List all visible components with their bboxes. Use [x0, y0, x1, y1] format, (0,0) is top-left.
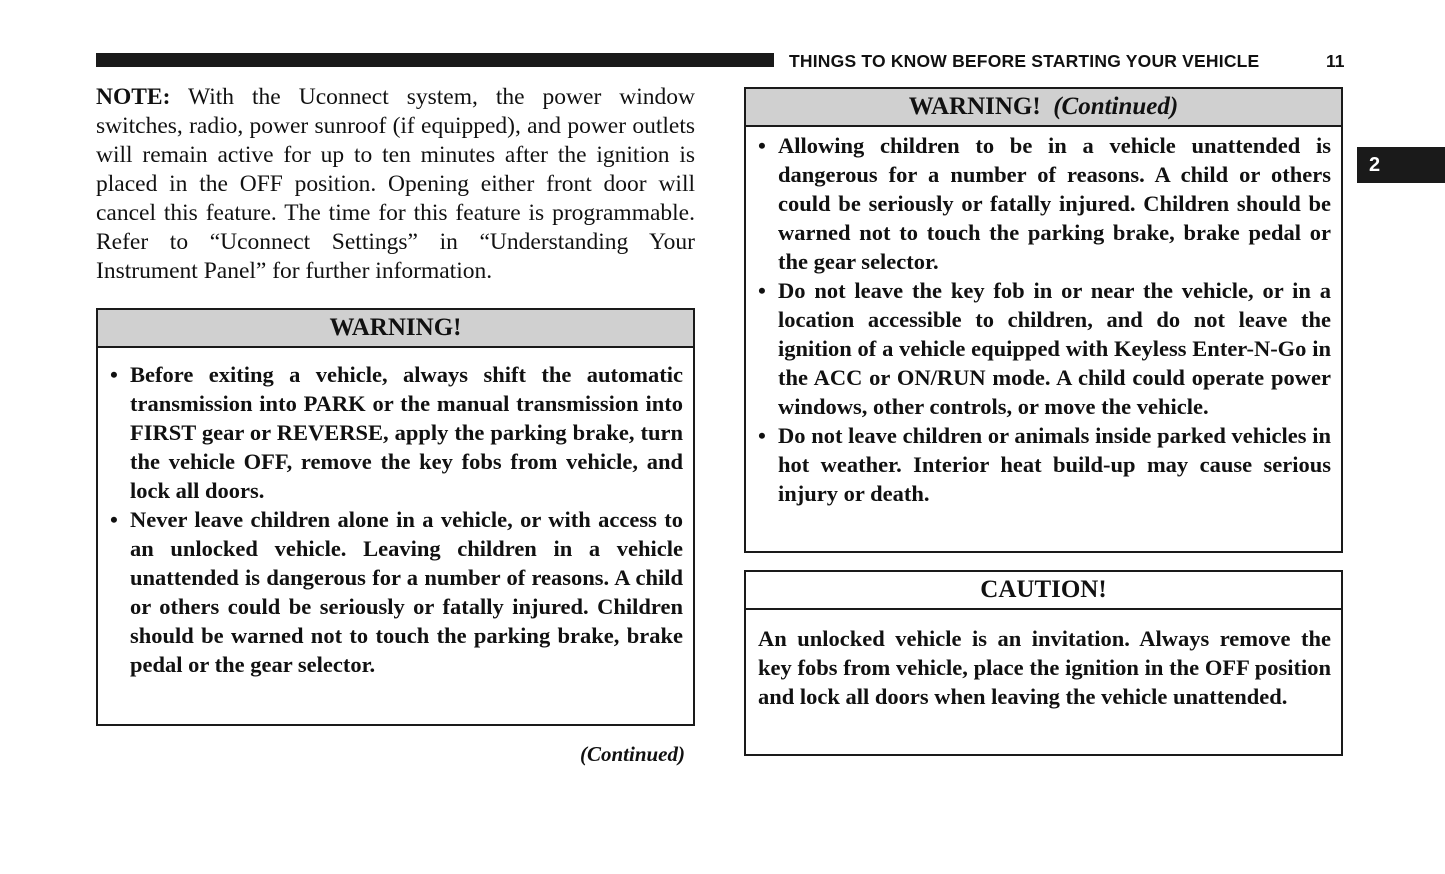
- note-text: With the Uconnect system, the power window switches, radio, power sunroof (if equipped), and power outlets will remain active for up to ten minutes after the ignition is placed in the OFF position. Opening either front door will cancel this feature. The time for this feature is programmable. Refer to “Uconnect Settings” in “Understanding Your Instrument Panel” for further information.: [96, 84, 695, 284]
- caution-body: An unlocked vehicle is an invitation. Always remove the key fobs from vehicle, place the ignition in the OFF position and lock all doors when leaving the vehicle unattended.: [758, 626, 1331, 709]
- warning-list: [110, 360, 683, 679]
- warning-continued-suffix: (Continued): [1053, 93, 1179, 120]
- caution-box: [744, 570, 1343, 756]
- warning-item: • Before exiting a vehicle, always shift the automatic transmission into PARK or the manual transmission into FIRST gear or REVERSE, apply the parking brake, turn the vehicle OFF, remove the key fobs from vehicle, and lock all doors.: [110, 360, 683, 505]
- warning-item: • Never leave children alone in a vehicle, or with access to an unlocked vehicle. Leaving children in a vehicle unattended is dangerous for a number of reasons. A child or others could be seriously or fatally injured. Children should be warned not to touch the parking brake, brake pedal or the gear selector.: [110, 505, 683, 679]
- warning-continued-heading: [746, 89, 1341, 127]
- warning-item: • Do not leave the key fob in or near the vehicle, or in a location accessible to children, and do not leave the ignition of a vehicle equipped with Keyless Enter-N-Go in the ACC or ON/RUN mode. A child could operate power windows, other controls, or move the vehicle.: [758, 276, 1331, 421]
- page-number: 11: [1326, 51, 1345, 71]
- warning-item: • Do not leave children or animals inside parked vehicles in hot weather. Interior heat build-up may cause serious injury or death.: [758, 421, 1331, 508]
- warning-heading-text: WARNING!: [329, 314, 462, 341]
- warning-continued-heading-text: WARNING!: [908, 93, 1041, 120]
- chapter-tab: 2: [1357, 147, 1445, 183]
- warning-body: [98, 348, 693, 679]
- warning-continued-list: [758, 131, 1331, 508]
- warning-continued-box: [744, 87, 1343, 553]
- warning-heading: [98, 310, 693, 348]
- header-rule: [96, 53, 774, 67]
- running-header-title: THINGS TO KNOW BEFORE STARTING YOUR VEHICLE: [789, 51, 1260, 71]
- warning-item: • Allowing children to be in a vehicle unattended is dangerous for a number of reasons. A child or others could be seriously or fatally injured. Children should be warned not to touch the parking brake, brake pedal or the gear selector.: [758, 131, 1331, 276]
- caution-heading-text: CAUTION!: [980, 576, 1107, 603]
- caution-heading: [746, 572, 1341, 610]
- warning-box: [96, 308, 695, 726]
- note-paragraph: [96, 83, 695, 286]
- warning-continued-body: [746, 127, 1341, 508]
- note-label: NOTE:: [96, 84, 171, 110]
- continued-label: (Continued): [579, 742, 685, 766]
